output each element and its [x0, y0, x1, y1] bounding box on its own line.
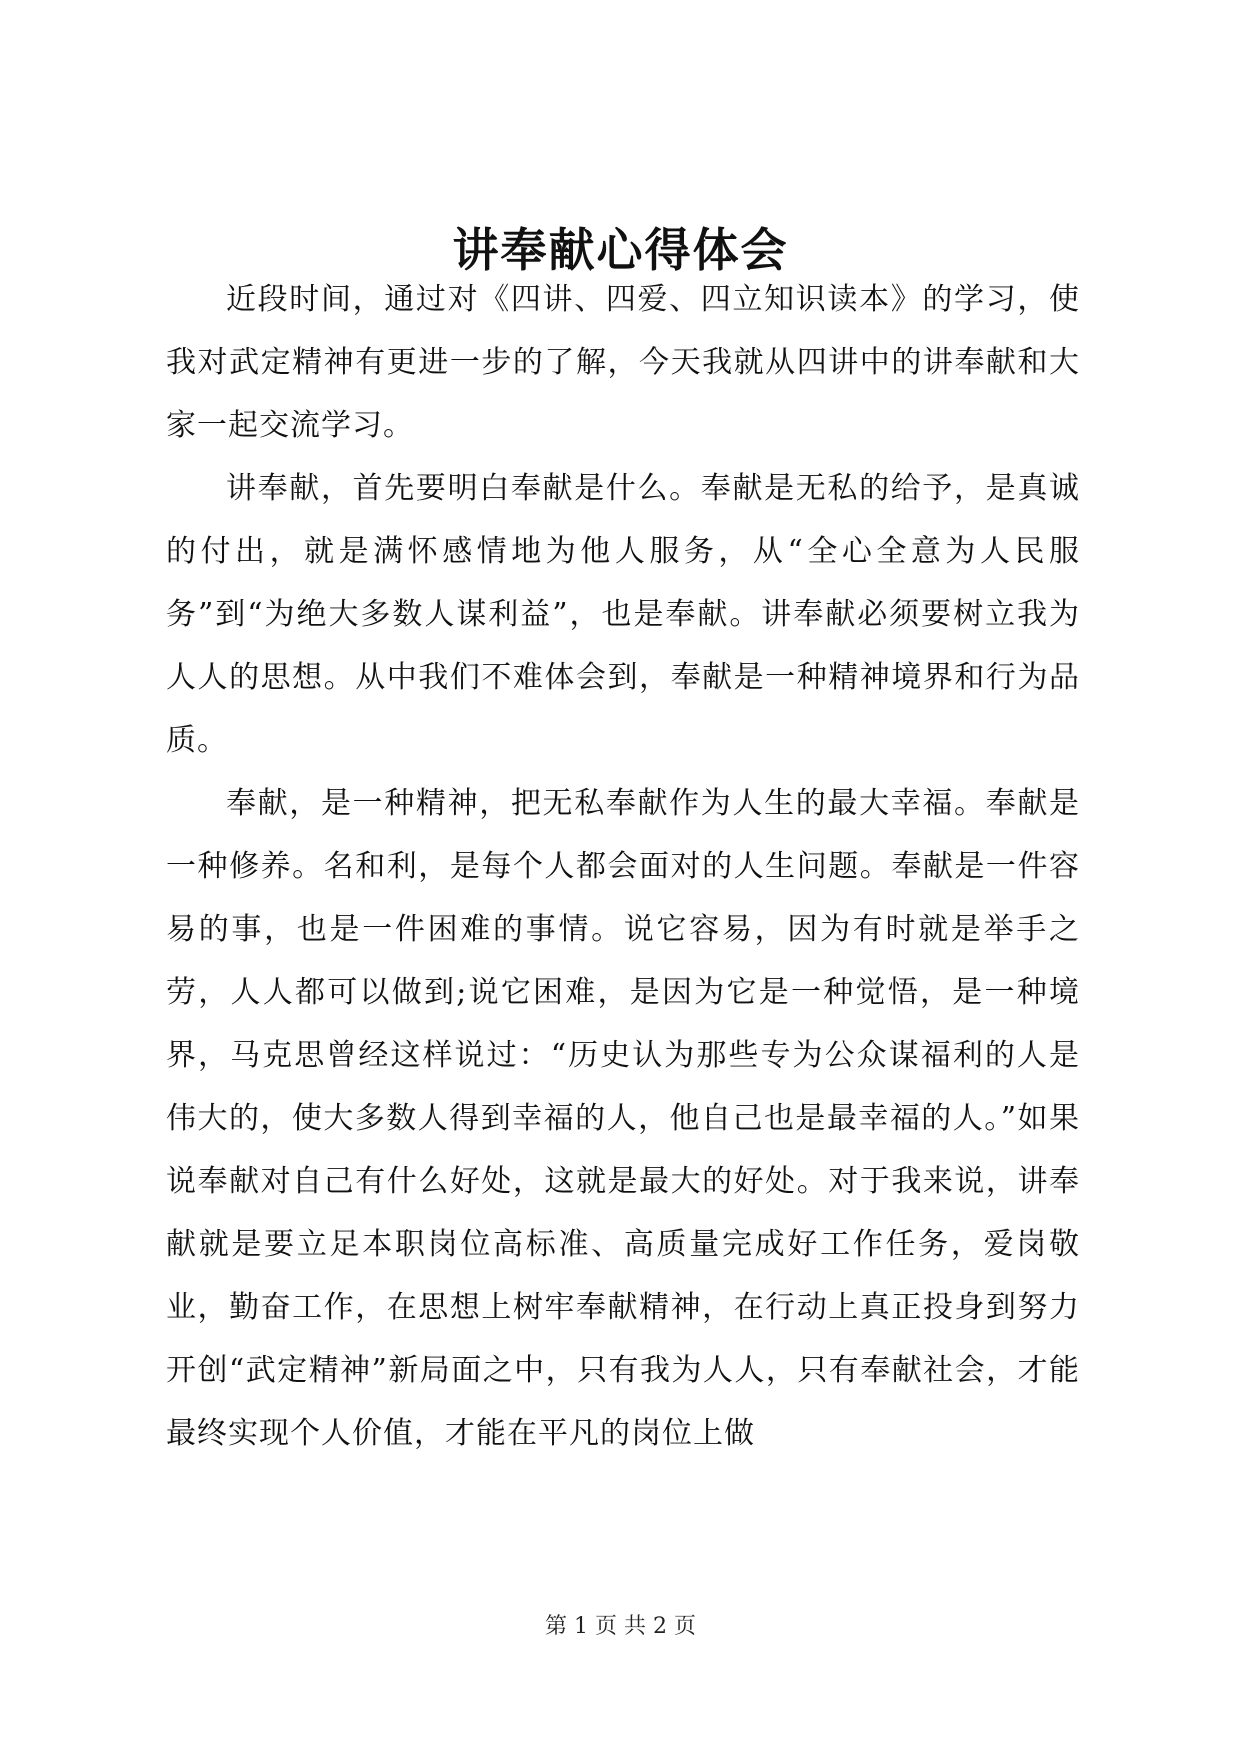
document-title: 讲奉献心得体会: [452, 223, 789, 277]
document-body: [166, 268, 1080, 1465]
paragraph-3: 奉献，是一种精神，把无私奉献作为人生的最大幸福。奉献是一种修养。名和利，是每个人都会面对的人生问题。奉献是一件容易的事，也是一件困难的事情。说它容易，因为有时就是举手之劳，人人都可以做到;说它困难，是因为它是一种觉悟，是一种境界，马克思曾经这样说过：“历史认为那些专为公众谋福利的人是伟大的，使大多数人得到幸福的人，他自己也是最幸福的人。”如果说奉献对自己有什么好处，这就是最大的好处。对于我来说，讲奉献就是要立足本职岗位高标准、高质量完成好工作任务，爱岗敬业，勤奋工作，在思想上树牢奉献精神，在行动上真正投身到努力开创“武定精神”新局面之中，只有我为人人，只有奉献社会，才能最终实现个人价值，才能在平凡的岗位上做: [166, 786, 1080, 1451]
paragraph-2: 讲奉献，首先要明白奉献是什么。奉献是无私的给予，是真诚的付出，就是满怀感情地为他人服务，从“全心全意为人民服务”到“为绝大多数人谋利益”，也是奉献。讲奉献必须要树立我为人人的思想。从中我们不难体会到，奉献是一种精神境界和行为品质。: [166, 471, 1080, 758]
paragraph-1: 近段时间，通过对《四讲、四爱、四立知识读本》的学习，使我对武定精神有更进一步的了解，今天我就从四讲中的讲奉献和大家一起交流学习。: [166, 282, 1080, 443]
page-number-footer: 第 1 页 共 2 页: [545, 1614, 696, 1639]
